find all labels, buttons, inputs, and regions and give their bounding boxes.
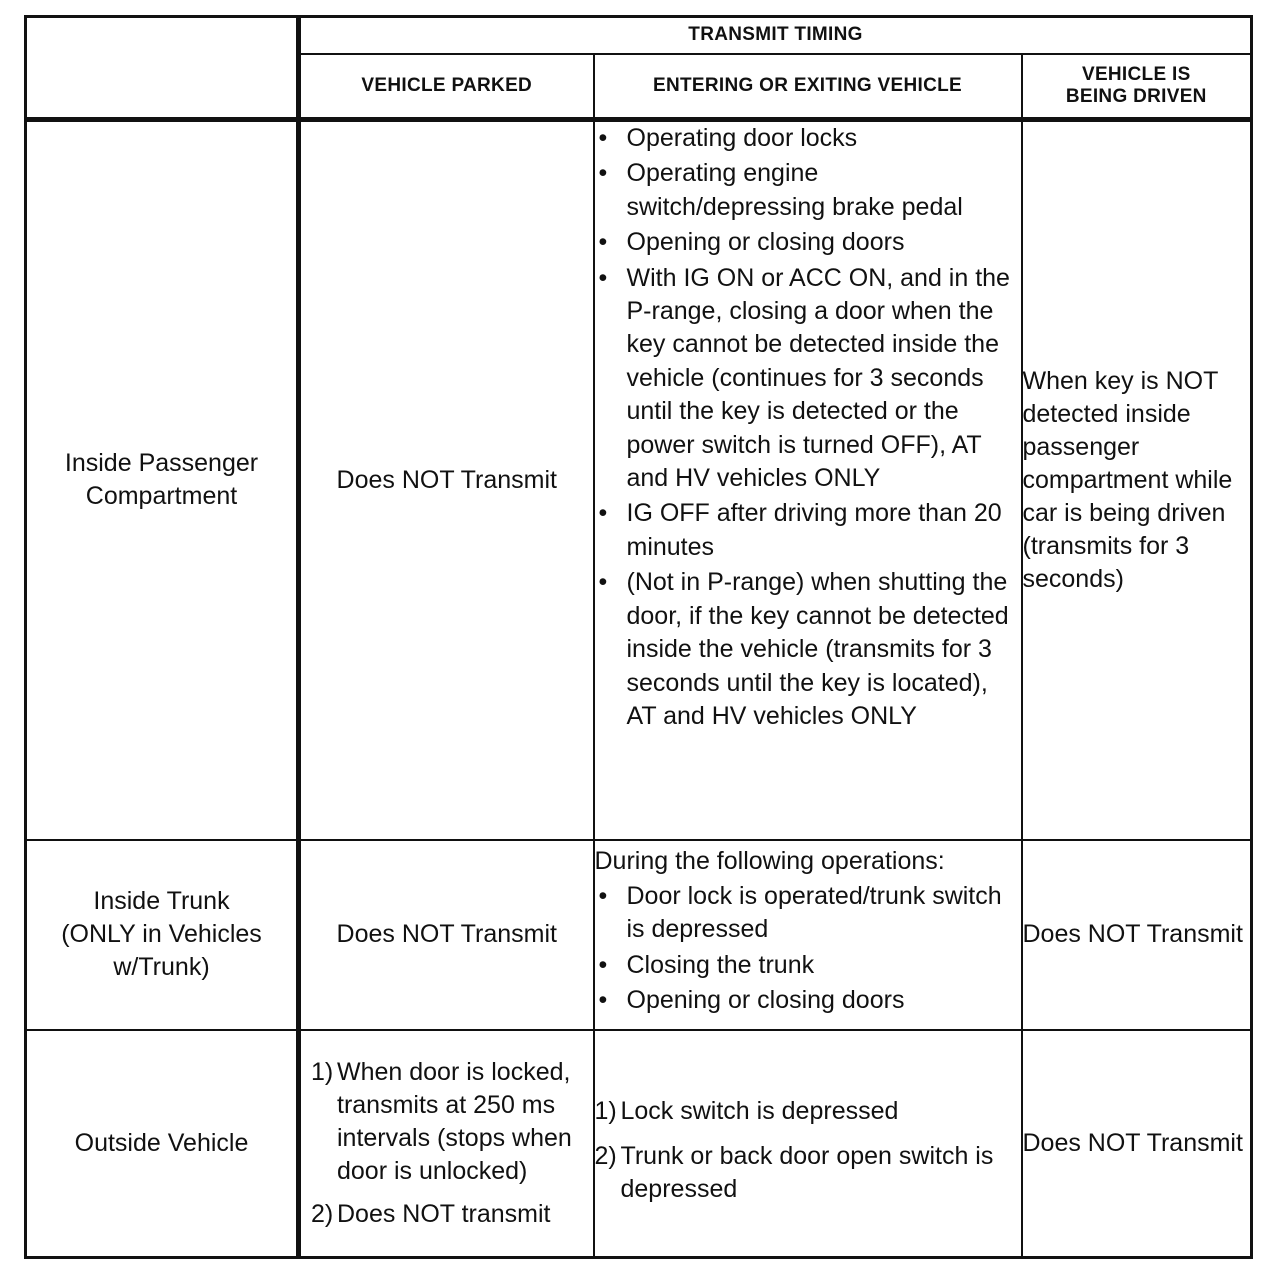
item-text: Lock switch is depressed (620, 1096, 899, 1125)
table-row (26, 1030, 1252, 1258)
corner-blank-cell (26, 17, 299, 120)
bullet-list (595, 880, 1021, 1018)
item-text: When door is locked, transmits at 250 ms intervals (stops when door is unlocked) (337, 1057, 572, 1185)
list-item: • Operating door locks (595, 122, 1021, 155)
row-label-outside-vehicle: Outside Vehicle (26, 1030, 299, 1258)
list-item (595, 1140, 1021, 1206)
numbered-list (595, 1095, 1021, 1206)
item-text: Trunk or back door open switch is depressed (620, 1141, 994, 1203)
list-item: • (Not in P-range) when shutting the door, if the key cannot be detected inside the vehicle (transmits for 3 seconds until the key is located), AT and HV vehicles ONLY (595, 566, 1021, 733)
col-header-entering-exiting: ENTERING OR EXITING VEHICLE (594, 54, 1022, 120)
item-number: 2) (311, 1199, 334, 1228)
row-label-inside-trunk (26, 840, 299, 1030)
item-text: Does NOT transmit (337, 1199, 551, 1228)
cell-entering (594, 120, 1022, 840)
table-row (26, 120, 1252, 840)
bullet-list (595, 122, 1021, 733)
group-header-transmit-timing: TRANSMIT TIMING (299, 17, 1252, 54)
cell-driven: Does NOT Transmit (1022, 1030, 1252, 1258)
cell-driven: When key is NOT detected inside passenger compartment while car is being driven (transmits for 3 seconds) (1022, 120, 1252, 840)
row-label-line: w/Trunk) (113, 953, 210, 981)
list-item: • IG OFF after driving more than 20 minutes (595, 497, 1021, 564)
numbered-list (311, 1056, 587, 1231)
list-item: • Operating engine switch/depressing brake pedal (595, 157, 1021, 224)
item-number: 2) (594, 1141, 617, 1170)
list-item: • With IG ON or ACC ON, and in the P-range, closing a door when the key cannot be detected inside the vehicle (continues for 3 seconds until the key is detected or the power switch is turned OFF), AT and HV vehicles ONLY (595, 262, 1021, 496)
cell-entering (594, 1030, 1022, 1258)
item-number: 1) (594, 1096, 617, 1125)
table-row (26, 840, 1252, 1030)
list-item (595, 1095, 1021, 1128)
list-item: • Closing the trunk (595, 949, 1021, 982)
list-item (311, 1198, 587, 1231)
list-item: • Opening or closing doors (595, 984, 1021, 1017)
list-item: • Door lock is operated/trunk switch is depressed (595, 880, 1021, 947)
col-header-being-driven (1022, 54, 1252, 120)
cell-parked: Does NOT Transmit (299, 120, 594, 840)
col-header-driven-line1: VEHICLE IS (1081, 63, 1191, 85)
list-item: • Opening or closing doors (595, 226, 1021, 259)
transmit-timing-table (24, 15, 1253, 1259)
row-label-line: Inside Passenger (64, 449, 259, 478)
cell-parked: Does NOT Transmit (299, 840, 594, 1030)
row-label-passenger-compartment (26, 120, 299, 840)
cell-parked (299, 1030, 594, 1258)
col-header-vehicle-parked: VEHICLE PARKED (299, 54, 594, 120)
list-item (311, 1056, 587, 1188)
cell-driven: Does NOT Transmit (1022, 840, 1252, 1030)
col-header-driven-line2: BEING DRIVEN (1065, 85, 1207, 107)
row-label-line: Inside Trunk (93, 887, 230, 915)
list-intro: During the following operations: (594, 846, 945, 875)
row-label-line: Compartment (85, 482, 238, 511)
row-label-line: (ONLY in Vehicles (61, 920, 262, 948)
cell-entering (594, 840, 1022, 1030)
item-number: 1) (311, 1057, 334, 1086)
